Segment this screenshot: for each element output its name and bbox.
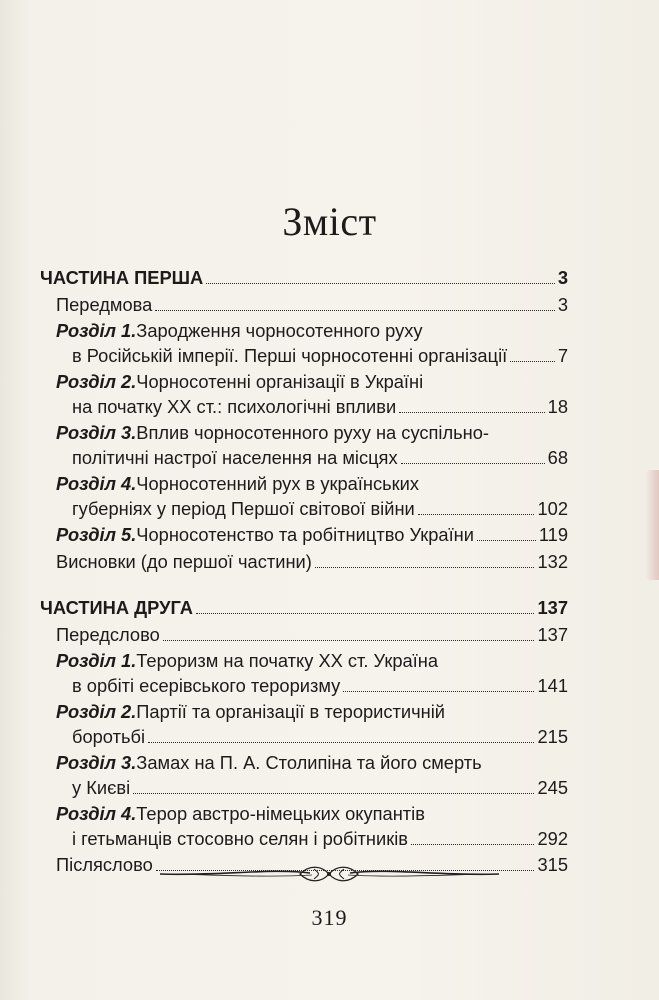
entry-text: Зародження чорносотенного руху (136, 320, 423, 341)
page-ref: 141 (537, 674, 568, 696)
page-ref: 3 (557, 267, 568, 288)
chapter-label: Розділ 5. (56, 524, 137, 545)
toc-chapter-entry[interactable] (40, 523, 568, 548)
toc-chapter-entry[interactable] (40, 649, 568, 698)
chapter-label: Розділ 3. (56, 752, 137, 773)
entry-text: Висновки (до першої частини) (56, 550, 312, 572)
dot-leader (155, 310, 555, 311)
entry-text: Вплив чорносотенного руху на суспільно- (136, 422, 490, 443)
dot-leader (133, 793, 534, 794)
chapter-label: Розділ 2. (56, 701, 137, 722)
entry-text: політичні настрої населення на місцях (72, 446, 398, 468)
toc-chapter-entry[interactable] (40, 370, 568, 419)
entry-text: Передмова (56, 293, 153, 315)
chapter-label: Розділ 3. (56, 422, 137, 443)
toc-part-heading[interactable] (40, 266, 568, 291)
dot-leader (411, 844, 535, 845)
page-ref: 215 (537, 725, 568, 747)
dot-leader (401, 463, 545, 464)
chapter-label: Розділ 1. (56, 650, 137, 671)
toc-chapter-entry[interactable] (40, 700, 568, 749)
page-ref: 137 (537, 623, 568, 645)
entry-text: Тероризм на початку XX ст. Україна (136, 650, 439, 671)
entry-text: і гетьманців стосовно селян і робітників (72, 827, 408, 849)
toc-chapter-entry[interactable] (40, 802, 568, 851)
toc-entry[interactable] (40, 293, 568, 318)
entry-text: Чорносотенні організації в Україні (136, 371, 424, 392)
entry-text: на початку XX ст.: психологічні впливи (72, 395, 397, 417)
page-ref: 292 (537, 827, 568, 849)
dot-leader (148, 742, 534, 743)
page-ref: 315 (537, 854, 568, 875)
toc-chapter-entry[interactable] (40, 319, 568, 368)
entry-text: Чорносотенство та робітництво України (136, 524, 474, 545)
dot-leader (315, 567, 535, 568)
flourish-divider-icon (0, 862, 659, 886)
dot-leader (343, 691, 534, 692)
entry-text: Передслово (56, 623, 160, 645)
dot-leader (418, 514, 535, 515)
page-ref: 245 (537, 776, 568, 798)
page-ref: 68 (547, 446, 568, 468)
page-ref: 3 (557, 293, 568, 315)
entry-text: в Російській імперії. Перші чорносотенні організації (72, 344, 508, 366)
page-ref: 119 (538, 524, 568, 545)
entry-text: Замах на П. А. Столипіна та його смерть (136, 752, 482, 773)
page-edge-shadow (645, 470, 659, 580)
toc-entry[interactable] (40, 550, 568, 575)
toc-entry[interactable] (40, 623, 568, 648)
toc-chapter-entry[interactable] (40, 472, 568, 521)
dot-leader (510, 361, 555, 362)
toc-part-heading[interactable] (40, 596, 568, 621)
part-spacer (40, 576, 568, 596)
dot-leader (163, 640, 535, 641)
entry-text: Партії та організації в терористичній (136, 701, 445, 722)
entry-text: губерніях у період Першої світової війни (72, 497, 415, 519)
entry-text: Післяслово (56, 854, 153, 875)
page-number: 319 (311, 905, 348, 930)
entry-text: боротьбі (72, 725, 145, 747)
chapter-label: Розділ 4. (56, 473, 137, 494)
page-ref: 137 (537, 597, 568, 618)
chapter-label: Розділ 2. (56, 371, 137, 392)
toc-chapter-entry[interactable] (40, 421, 568, 470)
page-ref: 18 (547, 395, 568, 417)
page-ref: 132 (537, 550, 568, 572)
entry-text: Чорносотенний рух в українських (136, 473, 419, 494)
entry-text: у Києві (72, 776, 131, 798)
page-title: Зміст (282, 199, 377, 244)
page-ref: 7 (557, 344, 568, 366)
toc-chapter-entry[interactable] (40, 751, 568, 800)
page-ref: 102 (537, 497, 568, 519)
dot-leader (196, 613, 535, 614)
chapter-label: Розділ 4. (56, 803, 137, 824)
chapter-label: Розділ 1. (56, 320, 137, 341)
dot-leader (399, 412, 544, 413)
part-label: ЧАСТИНА ДРУГА (40, 597, 193, 618)
entry-text: в орбіті есерівського тероризму (72, 674, 341, 696)
part-label: ЧАСТИНА ПЕРША (40, 267, 204, 288)
dot-leader (206, 283, 555, 284)
dot-leader (477, 540, 536, 541)
entry-text: Терор австро-німецьких окупантів (136, 803, 425, 824)
table-of-contents (40, 266, 568, 880)
